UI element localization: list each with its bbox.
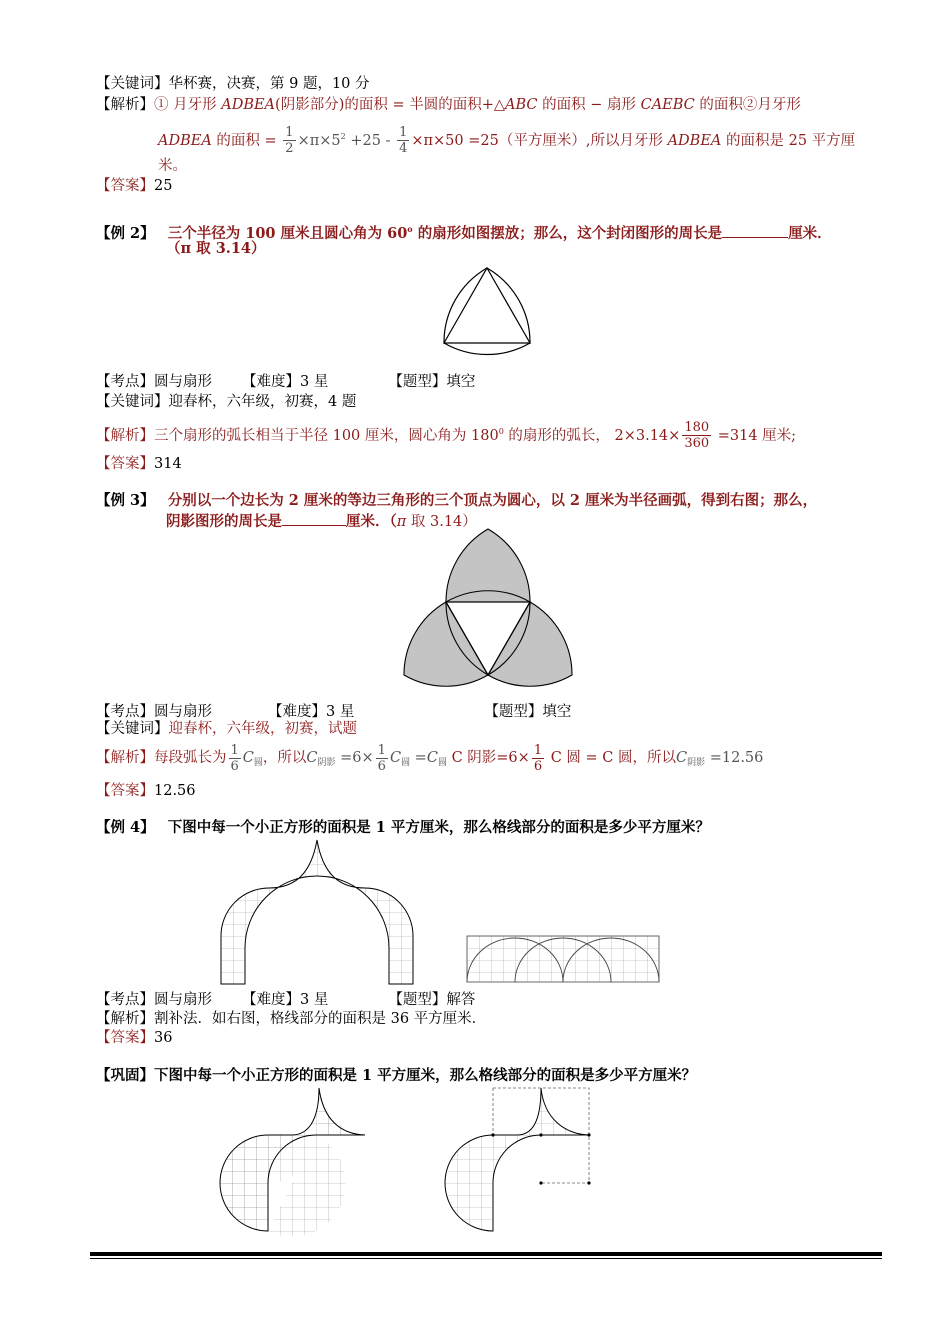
fraction	[532, 743, 544, 774]
example-label: 【例 3】	[96, 492, 155, 509]
meta-value: 3 星	[300, 992, 329, 1008]
reuleaux-triangle-figure	[436, 262, 538, 372]
analysis-text: 的面积②月牙形	[694, 97, 801, 113]
analysis-text: 米。	[158, 158, 187, 174]
answer-label: 【答案】	[96, 178, 154, 194]
example-label: 【例 4】	[96, 819, 155, 836]
grid-arch-figure	[215, 838, 415, 988]
subscript: 圆	[401, 758, 411, 768]
inner-triangle	[444, 268, 530, 343]
question-text: 的扇形如图摆放；那么，这个封闭图形的周长是	[412, 224, 723, 242]
keywords-row	[96, 74, 370, 94]
analysis-text: ×π×50 =25（平方厘米）,所以月牙形	[411, 132, 668, 149]
example-2-answer	[96, 454, 182, 474]
fraction	[682, 420, 711, 451]
answer-text: 314	[154, 456, 182, 472]
meta-label: 【考点】	[96, 992, 154, 1008]
meta-label: 【难度】	[268, 704, 326, 720]
fraction	[376, 743, 388, 774]
fraction-num: 1	[377, 742, 386, 758]
meta-label: 【题型】	[388, 992, 447, 1008]
c-symbol: C	[675, 750, 688, 766]
keywords-text: 华杯赛，决赛，第 9 题，10 分	[168, 76, 370, 92]
fraction-den: 6	[377, 758, 386, 774]
question-text: （π 取 3.14）	[166, 240, 266, 257]
meta-value: 圆与扇形	[154, 704, 212, 720]
analysis-text: 每段弧长为	[154, 750, 227, 766]
fraction-num: 1	[399, 125, 408, 141]
meta-label: 【考点】	[96, 374, 154, 390]
example-2-meta	[96, 372, 475, 392]
subscript: 阴影	[317, 758, 336, 768]
analysis-text: =6×	[335, 750, 374, 766]
question-text: 厘米．	[788, 224, 832, 242]
keywords-label: 【关键词】	[96, 721, 169, 737]
superscript: 2	[340, 132, 346, 141]
example-4-analysis	[96, 1009, 486, 1029]
fraction-num: 180	[684, 420, 710, 436]
analysis-text: ，所以	[262, 750, 307, 766]
answer-text: 25	[154, 178, 173, 194]
example-4-answer	[96, 1028, 172, 1048]
question-text: 取 3.14）	[406, 514, 477, 530]
analysis-text: =	[410, 750, 427, 766]
guide-point	[491, 1133, 494, 1136]
c-symbol: C	[426, 750, 438, 766]
pi-symbol: π	[396, 514, 407, 530]
analysis-row-1	[96, 95, 801, 115]
keywords-label: 【关键词】	[96, 394, 169, 410]
question-text: 下图中每一个小正方形的面积是 1 平方厘米，那么格线部分的面积是多少平方厘米？	[167, 819, 710, 836]
c-symbol: C	[389, 750, 402, 766]
guide-point	[539, 1181, 542, 1184]
question-text: 厘米．（	[346, 513, 397, 530]
footer-rule-thick	[90, 1252, 882, 1256]
footer-rule-thin	[90, 1258, 882, 1259]
example-3-answer	[96, 781, 196, 801]
meta-label: 【题型】	[484, 704, 543, 720]
meta-value: 解答	[446, 992, 476, 1008]
analysis-text: 的扇形的弧长， 2×3.14×	[503, 427, 681, 444]
analysis-text: ADBEA	[221, 97, 276, 113]
meta-label: 【难度】	[242, 374, 300, 390]
meta-value: 圆与扇形	[154, 992, 212, 1008]
analysis-text: C 阴影=6×	[446, 750, 530, 766]
subscript: 阴影	[687, 758, 706, 768]
c-symbol: C	[242, 750, 254, 766]
question-text: 阴影图形的周长是	[166, 513, 282, 530]
analysis-text: CAEBC	[640, 97, 695, 113]
grid-arch-shape	[221, 840, 413, 984]
subscript: 圆	[253, 758, 263, 768]
answer-label: 【答案】	[96, 1030, 154, 1046]
question-text: 三个半径为 100 厘米且圆心角为 60	[167, 224, 408, 242]
analysis-text: 的面积 =	[211, 132, 282, 149]
grid-rectangle-figure	[465, 934, 661, 984]
fraction-num: 1	[230, 742, 239, 758]
analysis-row-3	[158, 156, 187, 176]
analysis-text: ADBEA	[667, 132, 722, 149]
keywords-text: 迎春杯，六年级，初赛，4 题	[168, 394, 357, 410]
teardrop-shape	[445, 1088, 589, 1231]
fraction	[229, 743, 241, 774]
analysis-text: 割补法．如右图，格线部分的面积是 36 平方厘米．	[154, 1011, 487, 1027]
example-label: 【例 2】	[96, 224, 155, 242]
meta-value: 3 星	[300, 374, 329, 390]
example-4-meta	[96, 990, 475, 1010]
consolidation-question	[96, 1066, 696, 1086]
analysis-text: 的面积是 25 平方厘	[721, 132, 856, 149]
analysis-text: 三个扇形的弧长相当于半径 100 厘米，圆心角为 180	[154, 427, 499, 444]
consolidation-label: 【巩固】	[96, 1067, 154, 1084]
example-2-question-line2	[166, 239, 266, 259]
grid-teardrop-figure-right	[440, 1084, 600, 1236]
answer-text: 36	[154, 1030, 173, 1046]
answer-label: 【答案】	[96, 783, 154, 799]
analysis-text: C 圆 = C 圆，所以	[546, 750, 676, 766]
answer-blank	[722, 223, 788, 238]
analysis-label: 【解析】	[96, 427, 154, 444]
meta-value: 填空	[542, 704, 572, 720]
question-text: 分别以一个边长为 2 厘米的等边三角形的三个顶点为圆心，以 2 厘米为半径画弧，得到右图；那么，	[167, 492, 818, 509]
analysis-text: (阴影部分)的面积 = 半圆的面积+△	[275, 97, 506, 113]
meta-value: 3 星	[326, 704, 355, 720]
analysis-text: =12.56	[705, 750, 764, 766]
analysis-label: 【解析】	[96, 97, 154, 113]
fraction-num: 1	[285, 125, 294, 141]
c-symbol: C	[306, 750, 318, 766]
keywords-text: 迎春杯，六年级，初赛，试题	[168, 721, 357, 737]
question-text: 下图中每一个小正方形的面积是 1 平方厘米，那么格线部分的面积是多少平方厘米？	[154, 1067, 697, 1084]
superscript: o	[407, 224, 413, 234]
fraction	[397, 125, 409, 156]
guide-point	[587, 1133, 590, 1136]
keywords-label: 【关键词】	[96, 76, 169, 92]
analysis-text: ×π×5	[297, 132, 341, 149]
grid-teardrop-figure-left	[215, 1084, 375, 1236]
fraction	[283, 125, 295, 156]
fraction-den: 6	[533, 758, 543, 774]
superscript: 0	[498, 427, 504, 436]
example-3-keywords	[96, 719, 357, 739]
guide-point	[539, 1133, 542, 1136]
three-petal-figure	[400, 526, 580, 692]
example-2-analysis	[96, 414, 796, 454]
answer-label: 【答案】	[96, 456, 154, 472]
answer-blank	[282, 511, 346, 526]
analysis-text: ADBEA	[158, 132, 212, 149]
analysis-text: ABC	[505, 97, 538, 113]
meta-value: 填空	[446, 374, 476, 390]
analysis-label: 【解析】	[96, 750, 154, 766]
analysis-label: 【解析】	[96, 1011, 154, 1027]
meta-label: 【考点】	[96, 704, 154, 720]
guide-point	[587, 1181, 590, 1184]
fraction-den: 2	[285, 141, 294, 157]
meta-label: 【题型】	[388, 374, 447, 390]
grid-rectangle	[467, 936, 659, 982]
analysis-text: +25 -	[345, 132, 396, 149]
answer-text: 12.56	[154, 783, 196, 799]
analysis-text: 的面积 − 扇形	[537, 97, 641, 113]
analysis-row-2	[158, 118, 855, 160]
subscript: 圆	[437, 758, 447, 768]
meta-label: 【难度】	[242, 992, 300, 1008]
example-3-analysis	[96, 738, 763, 783]
fraction-num: 1	[533, 742, 543, 758]
example-4-question	[96, 818, 710, 838]
reuleaux-outline	[444, 268, 530, 355]
analysis-text: ① 月牙形	[154, 97, 222, 113]
analysis-text: =314 厘米;	[713, 427, 797, 444]
fraction-den: 6	[230, 758, 239, 774]
example-2-keywords	[96, 392, 356, 412]
fraction-den: 4	[399, 141, 408, 157]
answer-row	[96, 176, 172, 196]
example-3-question	[96, 491, 817, 511]
fraction-den: 360	[684, 436, 710, 452]
meta-value: 圆与扇形	[154, 374, 212, 390]
